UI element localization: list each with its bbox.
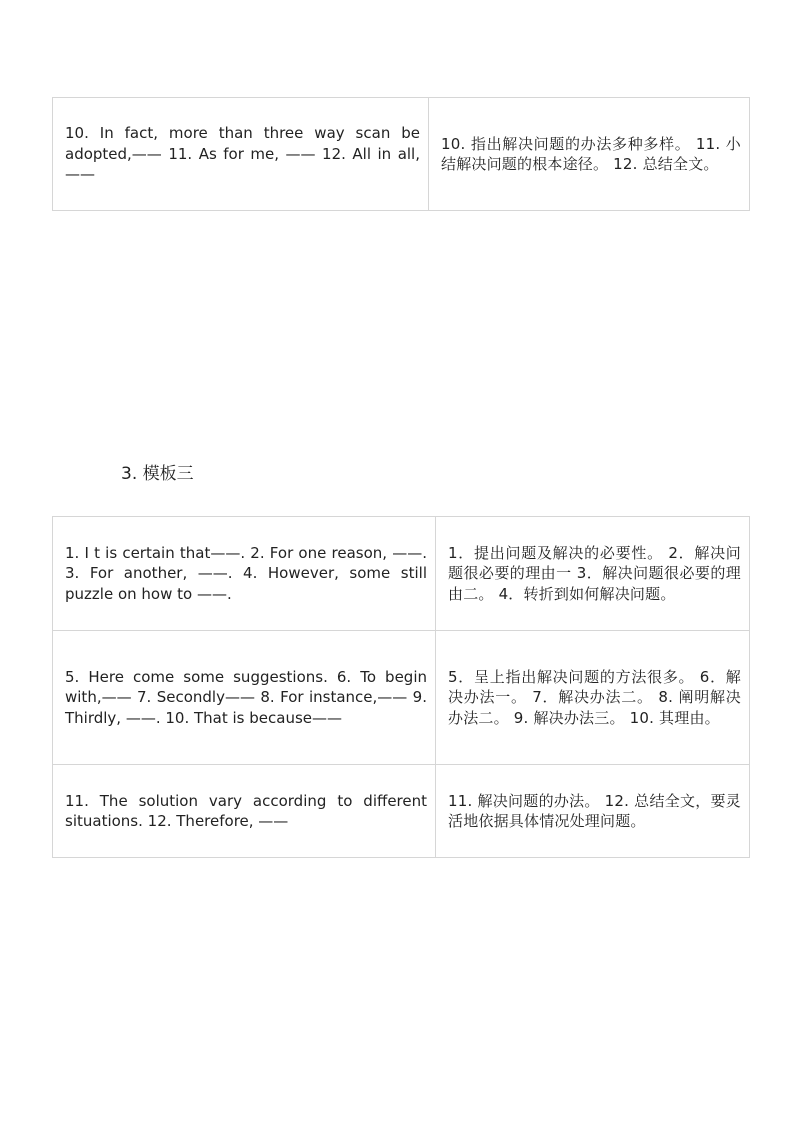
chinese-cell: 1．提出问题及解决的必要性。 2．解决问题很必要的理由一 3．解决问题很必要的理由二。 4．转折到如何解决问题。 [436, 517, 750, 631]
table-row [53, 517, 750, 631]
chinese-cell: 11. 解决问题的办法。 12. 总结全文，要灵活地依据具体情况处理问题。 [436, 765, 750, 858]
chinese-cell: 10. 指出解决问题的办法多种多样。 11. 小结解决问题的根本途径。 12. 总结全文。 [429, 98, 750, 211]
table-row [53, 631, 750, 765]
chinese-cell: 5．呈上指出解决问题的方法很多。 6．解决办法一。 7．解决办法二。 8. 阐明解决办法二。 9. 解决办法三。 10. 其理由。 [436, 631, 750, 765]
section-heading: 3. 模板三 [121, 464, 194, 484]
english-cell: 11. The solution vary according to different situations. 12. Therefore, —— [53, 765, 436, 858]
english-cell: 10. In fact, more than three way scan be adopted,—— 11. As for me, —— 12. All in all, —— [53, 98, 429, 211]
table-row [53, 98, 750, 211]
english-cell: 1. I t is certain that——. 2. For one reason, ——. 3. For another, ——. 4. However, some still puzzle on how to ——. [53, 517, 436, 631]
english-cell: 5. Here come some suggestions. 6. To begin with,—— 7. Secondly—— 8. For instance,—— 9. Thirdly, ——. 10. That is because—— [53, 631, 436, 765]
template-two-table-continued [52, 97, 750, 211]
template-three-table [52, 516, 750, 858]
table-row [53, 765, 750, 858]
